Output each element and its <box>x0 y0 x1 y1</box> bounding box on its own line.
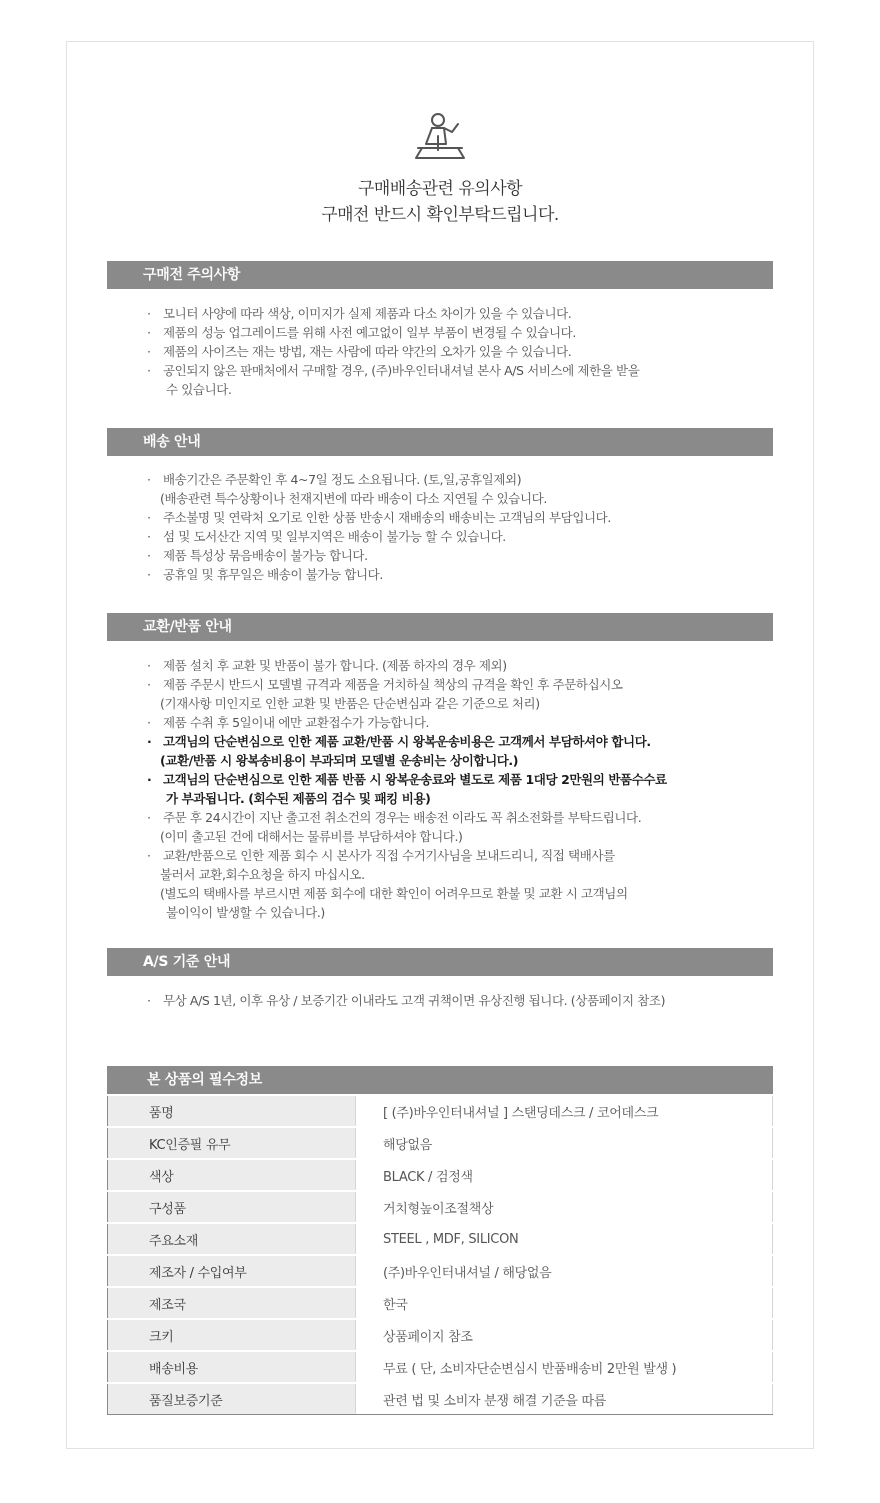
section-title-as: A/S 기준 안내 <box>107 948 773 976</box>
list-item: 불러서 교환,회수요청을 하지 마십시오. <box>160 867 365 882</box>
list-item: 수 있습니다. <box>166 382 232 397</box>
list-item: · 제품의 사이즈는 재는 방법, 재는 사람에 따라 약간의 오차가 있을 수 있습니다. <box>146 342 766 361</box>
info-value: 상품페이지 참조 <box>356 1319 773 1351</box>
table-row <box>108 1351 773 1383</box>
page-title-line1: 구매배송관련 유의사항 <box>357 179 523 199</box>
exchange-list <box>146 656 766 922</box>
list-item: · 고객님의 단순변심으로 인한 제품 반품 시 왕복운송료와 별도로 제품 1대당 2만원의 반품수수료 <box>146 770 766 789</box>
list-item: · 주문 후 24시간이 지난 출고전 취소건의 경우는 배송전 이라도 꼭 취소전화를 부탁드립니다. <box>146 808 766 827</box>
list-item: · 주소불명 및 연락처 오기로 인한 상품 반송시 재배송의 배송비는 고객님의 부담입니다. <box>146 508 766 527</box>
list-item: · 제품 수취 후 5일이내 에만 교환접수가 가능합니다. <box>146 713 766 732</box>
info-key: 품질보증기준 <box>108 1383 356 1415</box>
info-key: 제조자 / 수입여부 <box>108 1255 356 1287</box>
list-item: · 제품 특성상 묶음배송이 불가능 합니다. <box>146 546 766 565</box>
info-key: 주요소재 <box>108 1223 356 1255</box>
precaution-list <box>146 304 766 399</box>
list-item: (별도의 택배사를 부르시면 제품 회수에 대한 확인이 어려우므로 환불 및 교환 시 고객님의 <box>160 886 628 901</box>
list-item: · 교환/반품으로 인한 제품 회수 시 본사가 직접 수거기사님을 보내드리니, 직접 택배사를 <box>146 846 766 865</box>
list-item: · 공휴일 및 휴무일은 배송이 불가능 합니다. <box>146 565 766 584</box>
list-item: · 배송기간은 주문확인 후 4~7일 정도 소요됩니다. (토,일,공휴일제외) <box>146 470 766 489</box>
table-row <box>108 1127 773 1159</box>
table-row <box>108 1191 773 1223</box>
person-desk-icon <box>412 112 468 162</box>
info-key: KC인증필 유무 <box>108 1127 356 1159</box>
info-table-title: 본 상품의 필수정보 <box>107 1066 773 1094</box>
info-value: [ (주)바우인터내셔널 ] 스탠딩데스크 / 코어데스크 <box>356 1095 773 1127</box>
info-key: 색상 <box>108 1159 356 1191</box>
list-item: · 고객님의 단순변심으로 인한 제품 교환/반품 시 왕복운송비용은 고객께서 부담하셔야 합니다. <box>146 732 766 751</box>
list-item: 가 부과됩니다. (회수된 제품의 검수 및 패킹 비용) <box>166 791 431 806</box>
section-title-exchange: 교환/반품 안내 <box>107 613 773 641</box>
list-item: (배송관련 특수상황이나 천재지변에 따라 배송이 다소 지연될 수 있습니다. <box>160 491 547 506</box>
table-row <box>108 1159 773 1191</box>
page-title-line2: 구매전 반드시 확인부탁드립니다. <box>321 205 559 225</box>
info-value: 한국 <box>356 1287 773 1319</box>
info-value: STEEL , MDF, SILICON <box>356 1223 773 1255</box>
delivery-list <box>146 470 766 584</box>
list-item: (교환/반품 시 왕복송비용이 부과되며 모델별 운송비는 상이합니다.) <box>160 753 519 768</box>
list-item: (기재사항 미인지로 인한 교환 및 반품은 단순변심과 같은 기준으로 처리) <box>160 696 540 711</box>
list-item: (이미 출고된 건에 대해서는 물류비를 부담하셔야 합니다.) <box>160 829 463 844</box>
info-key: 제조국 <box>108 1287 356 1319</box>
product-info-table <box>107 1094 773 1415</box>
table-row <box>108 1287 773 1319</box>
as-list <box>146 991 766 1010</box>
list-item: · 제품 설치 후 교환 및 반품이 불가 합니다. (제품 하자의 경우 제외) <box>146 656 766 675</box>
list-item: · 섬 및 도서산간 지역 및 일부지역은 배송이 불가능 할 수 있습니다. <box>146 527 766 546</box>
table-row <box>108 1223 773 1255</box>
table-row <box>108 1095 773 1127</box>
info-key: 배송비용 <box>108 1351 356 1383</box>
info-value: (주)바우인터내셔널 / 해당없음 <box>356 1255 773 1287</box>
info-key: 크키 <box>108 1319 356 1351</box>
list-item: · 제품 주문시 반드시 모델별 규격과 제품을 거치하실 책상의 규격을 확인 후 주문하십시오 <box>146 675 766 694</box>
section-title-delivery: 배송 안내 <box>107 428 773 456</box>
info-key: 품명 <box>108 1095 356 1127</box>
info-value: 무료 ( 단, 소비자단순변심시 반품배송비 2만원 발생 ) <box>356 1351 773 1383</box>
info-value: 관련 법 및 소비자 분쟁 해결 기준을 따름 <box>356 1383 773 1415</box>
info-value: 거치형높이조절책상 <box>356 1191 773 1223</box>
list-item: · 모니터 사양에 따라 색상, 이미지가 실제 제품과 다소 차이가 있을 수 있습니다. <box>146 304 766 323</box>
table-row <box>108 1383 773 1415</box>
table-row <box>108 1255 773 1287</box>
list-item: 불이익이 발생할 수 있습니다.) <box>166 905 325 920</box>
info-value: BLACK / 검정색 <box>356 1159 773 1191</box>
info-value: 해당없음 <box>356 1127 773 1159</box>
info-key: 구성품 <box>108 1191 356 1223</box>
table-row <box>108 1319 773 1351</box>
list-item: · 무상 A/S 1년, 이후 유상 / 보증기간 이내라도 고객 귀책이면 유상진행 됩니다. (상품페이지 참조) <box>146 991 766 1010</box>
list-item: · 공인되지 않은 판매처에서 구매할 경우, (주)바우인터내셔널 본사 A/S 서비스에 제한을 받을 <box>146 361 766 380</box>
section-title-precaution: 구매전 주의사항 <box>107 261 773 289</box>
list-item: · 제품의 성능 업그레이드를 위해 사전 예고없이 일부 부품이 변경될 수 있습니다. <box>146 323 766 342</box>
